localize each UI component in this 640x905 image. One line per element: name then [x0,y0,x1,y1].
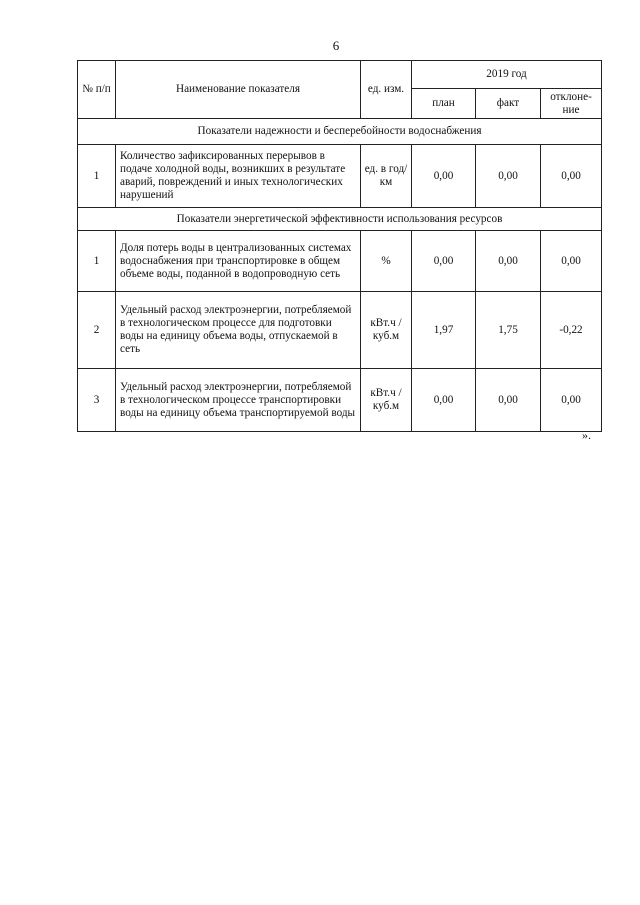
header-deviation: отклоне-ние [541,89,602,119]
header-fact: факт [476,89,541,119]
row-deviation: 0,00 [541,231,602,292]
row-deviation: 0,00 [541,145,602,208]
row-unit: ед. в год/ км [361,145,412,208]
row-name: Удельный расход электроэнергии, потребляемой в технологическом процессе для подготовки воды на единицу объема воды, отпускаемой в сеть [116,292,361,369]
row-num: 2 [78,292,116,369]
table-row [78,369,602,432]
row-fact: 0,00 [476,369,541,432]
row-name: Удельный расход электроэнергии, потребляемой в технологическом процессе транспортировки воды на единицу объема транспортируемой воды [116,369,361,432]
row-fact: 0,00 [476,145,541,208]
row-plan: 0,00 [412,145,476,208]
section-row [78,119,602,145]
table-row [78,292,602,369]
section-title: Показатели надежности и бесперебойности водоснабжения [78,119,602,145]
row-plan: 1,97 [412,292,476,369]
row-num: 1 [78,145,116,208]
row-plan: 0,00 [412,369,476,432]
closing-quote-mark: ». [582,428,591,442]
row-name: Количество зафиксированных перерывов в подаче холодной воды, возникших в результате аварий, повреждений и иных технологических нарушений [116,145,361,208]
row-deviation: -0,22 [541,292,602,369]
header-plan: план [412,89,476,119]
table-row [78,145,602,208]
row-name: Доля потерь воды в централизованных системах водоснабжения при транспортировке в общем объеме воды, поданной в водопроводную сеть [116,231,361,292]
section-row [78,208,602,231]
header-unit: ед. изм. [361,61,412,119]
section-title: Показатели энергетической эффективности использования ресурсов [78,208,602,231]
row-unit: % [361,231,412,292]
table-row [78,231,602,292]
header-num: № п/п [78,61,116,119]
row-unit: кВт.ч / куб.м [361,292,412,369]
header-row-top [78,61,602,89]
header-year: 2019 год [412,61,602,89]
row-num: 1 [78,231,116,292]
row-unit: кВт.ч / куб.м [361,369,412,432]
row-fact: 1,75 [476,292,541,369]
row-deviation: 0,00 [541,369,602,432]
header-name: Наименование показателя [116,61,361,119]
row-num: 3 [78,369,116,432]
page-number: 6 [332,38,340,53]
row-plan: 0,00 [412,231,476,292]
row-fact: 0,00 [476,231,541,292]
indicators-table [77,60,602,432]
